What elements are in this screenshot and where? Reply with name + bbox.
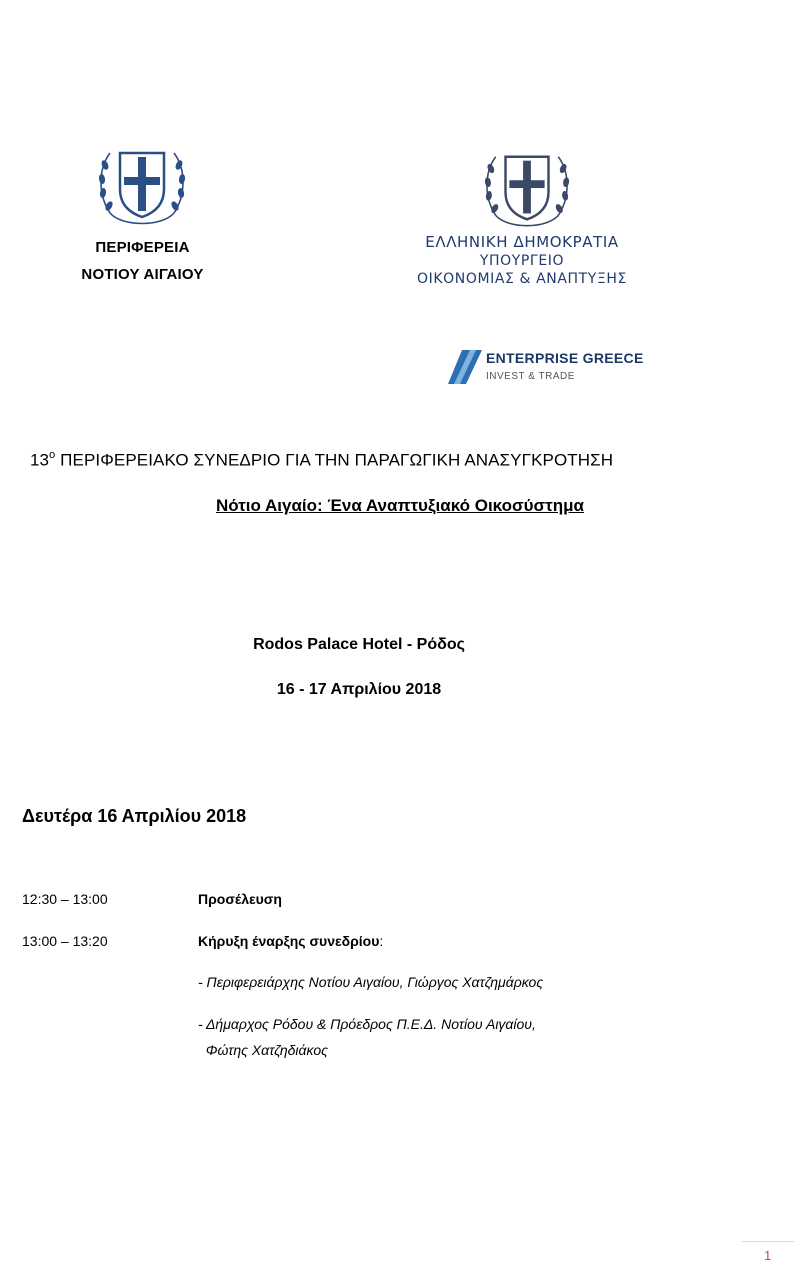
coat-of-arms-icon xyxy=(96,143,188,231)
schedule-item-title: Κήρυξη έναρξης συνεδρίου xyxy=(198,933,380,949)
footer-divider xyxy=(742,1241,794,1242)
day-heading: Δευτέρα 16 Απριλίου 2018 xyxy=(22,806,247,826)
ministry-country: ΕΛΛΗΝΙΚΗ ΔΗΜΟΚΡΑΤΙΑ xyxy=(425,233,619,251)
coat-of-arms-icon xyxy=(481,147,573,233)
region-name-line1: ΠΕΡΙΦΕΡΕΙΑ xyxy=(95,239,190,256)
ministry-name: ΟΙΚΟΝΟΜΙΑΣ & ΑΝΑΠΤΥΞΗΣ xyxy=(417,271,627,287)
partner-logo-name: ENTERPRISE GREECE xyxy=(486,350,644,366)
ministry-label: ΥΠΟΥΡΓΕΙΟ xyxy=(479,253,565,269)
speaker-line: Φώτης Χατζηδιάκος xyxy=(198,1042,328,1058)
region-name-line2: ΝΟΤΙΟΥ ΑΙΓΑΙΟΥ xyxy=(81,266,204,283)
venue: Rodos Palace Hotel - Ρόδος xyxy=(253,636,465,653)
conference-title xyxy=(30,450,613,471)
enterprise-greece-logo-icon xyxy=(448,350,482,384)
conference-subtitle: Νότιο Αιγαίο: Ένα Αναπτυξιακό Οικοσύστημα xyxy=(216,496,584,515)
page-number: 1 xyxy=(764,1248,772,1263)
schedule-time: 12:30 – 13:00 xyxy=(22,891,108,907)
speaker-line: - Δήμαρχος Ρόδου & Πρόεδρος Π.Ε.Δ. Νοτίου Αιγαίου, xyxy=(198,1016,536,1032)
schedule-item xyxy=(198,933,383,949)
partner-logo-tagline: INVEST & TRADE xyxy=(486,371,575,382)
schedule-time: 13:00 – 13:20 xyxy=(22,933,108,949)
schedule-item-suffix: : xyxy=(379,933,384,949)
schedule-item xyxy=(198,891,282,907)
schedule-item-title: Προσέλευση xyxy=(198,891,282,907)
conference-title-text: ΠΕΡΙΦΕΡΕΙΑΚΟ ΣΥΝΕΔΡΙΟ ΓΙΑ ΤΗΝ ΠΑΡΑΓΩΓΙΚΗ ΑΝΑΣΥΓΚΡΟΤΗΣΗ xyxy=(55,450,614,470)
ordinal-indicator: ο xyxy=(49,449,56,461)
conference-dates: 16 - 17 Απριλίου 2018 xyxy=(276,681,442,698)
conference-number: 13 xyxy=(30,450,50,470)
speaker-line: - Περιφερειάρχης Νοτίου Αιγαίου, Γιώργος Χατζημάρκος xyxy=(198,974,544,990)
